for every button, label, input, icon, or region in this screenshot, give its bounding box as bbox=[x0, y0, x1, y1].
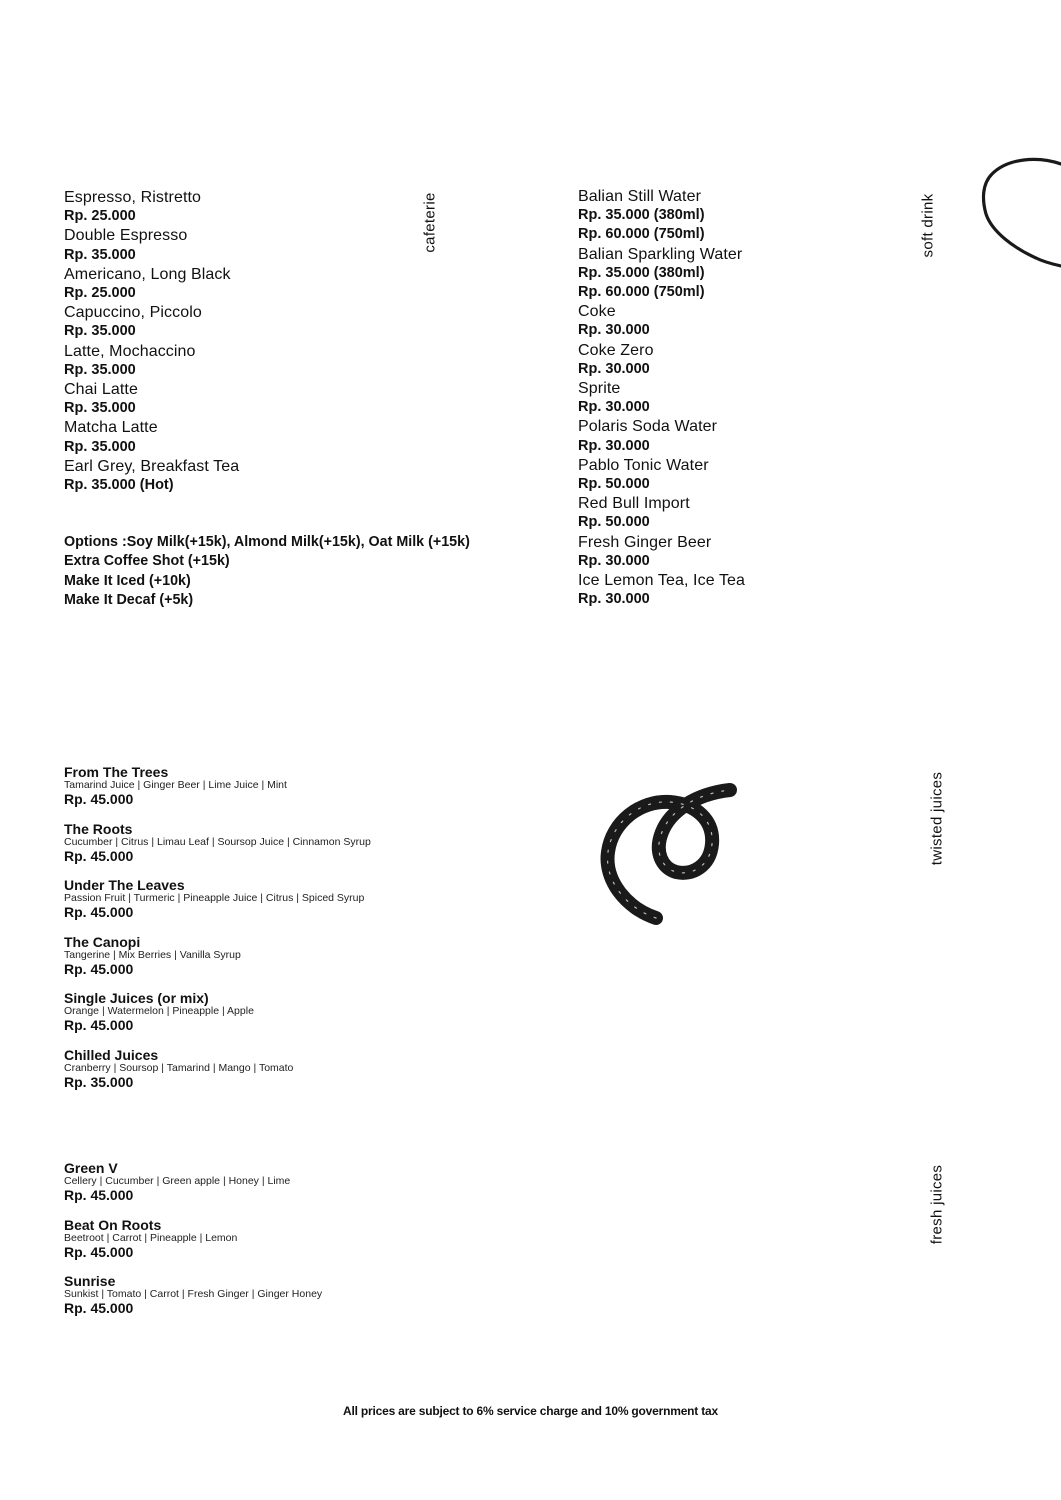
menu-item bbox=[64, 935, 484, 992]
section-title-soft-drink: soft drink bbox=[919, 193, 937, 258]
menu-item bbox=[64, 457, 484, 495]
item-price: Rp. 50.000 bbox=[578, 514, 650, 531]
item-name: From The Trees bbox=[64, 764, 169, 780]
item-ingredients: Passion Fruit | Turmeric | Pineapple Juice | Citrus | Spiced Syrup bbox=[64, 892, 365, 904]
item-name: Beat On Roots bbox=[64, 1216, 162, 1233]
item-price: Rp. 45.000 bbox=[64, 904, 134, 920]
menu-item bbox=[64, 303, 484, 341]
menu-item bbox=[64, 1274, 484, 1331]
item-price bbox=[578, 206, 898, 244]
cafeterie-options bbox=[64, 533, 484, 610]
option-line: Make It Iced (+10k) bbox=[64, 572, 191, 589]
item-name: The Canopi bbox=[64, 933, 141, 950]
item-ingredients: Beetroot | Carrot | Pineapple | Lemon bbox=[64, 1231, 238, 1244]
item-ingredients: Cucumber | Citrus | Limau Leaf | Soursop Juice | Cinnamon Syrup bbox=[64, 835, 371, 848]
item-ingredients: Cellery | Cucumber | Green apple | Honey | Lime bbox=[64, 1175, 291, 1187]
section-title-fresh-juices: fresh juices bbox=[928, 1164, 946, 1245]
item-price: Rp. 45.000 bbox=[64, 1187, 134, 1203]
item-name: Capuccino, Piccolo bbox=[64, 304, 202, 322]
menu-item bbox=[64, 1048, 484, 1105]
item-name: Americano, Long Black bbox=[64, 265, 231, 283]
item-price: Rp. 45.000 bbox=[64, 1300, 134, 1316]
item-ingredients: Tamarind Juice | Ginger Beer | Lime Juice | Mint bbox=[64, 779, 287, 791]
menu-item bbox=[64, 1218, 484, 1275]
item-ingredients: Tangerine | Mix Berries | Vanilla Syrup bbox=[64, 948, 241, 961]
fresh-juices-section bbox=[64, 1161, 484, 1331]
menu-item bbox=[64, 765, 484, 822]
item-price: Rp. 25.000 bbox=[64, 208, 136, 225]
menu-item bbox=[64, 418, 484, 456]
menu-item bbox=[64, 380, 484, 418]
menu-item bbox=[578, 571, 898, 609]
menu-item bbox=[578, 456, 898, 494]
item-name: Coke bbox=[578, 303, 616, 321]
item-name: Balian Still Water bbox=[578, 188, 702, 205]
item-name: Earl Grey, Breakfast Tea bbox=[64, 457, 240, 475]
soft-drink-section bbox=[578, 187, 898, 609]
item-name: Latte, Mochaccino bbox=[64, 342, 196, 360]
item-price: Rp. 30.000 bbox=[578, 552, 650, 569]
item-price: Rp. 30.000 bbox=[578, 437, 650, 454]
item-price: Rp. 35.000 bbox=[64, 246, 136, 263]
menu-item bbox=[64, 265, 484, 303]
loop-line-icon bbox=[978, 152, 1061, 276]
twisted-juices-section bbox=[64, 765, 484, 1104]
menu-item bbox=[64, 342, 484, 380]
item-name: Balian Sparkling Water bbox=[578, 245, 743, 263]
section-title-cafeterie: cafeterie bbox=[421, 192, 439, 253]
option-line: Options :Soy Milk(+15k), Almond Milk(+15k), Oat Milk (+15k) bbox=[64, 534, 470, 551]
item-name: Green V bbox=[64, 1160, 118, 1176]
item-name: Red Bull Import bbox=[578, 495, 690, 513]
menu-item bbox=[578, 379, 898, 417]
item-price: Rp. 30.000 bbox=[578, 322, 650, 339]
item-name: Coke Zero bbox=[578, 341, 654, 359]
menu-item bbox=[578, 302, 898, 340]
item-name: Polaris Soda Water bbox=[578, 418, 718, 436]
menu-item bbox=[64, 822, 484, 879]
item-price: Rp. 30.000 bbox=[578, 591, 650, 608]
menu-item bbox=[578, 494, 898, 532]
item-price: Rp. 35.000 bbox=[64, 361, 136, 378]
item-price: Rp. 50.000 bbox=[578, 476, 650, 493]
item-price: Rp. 45.000 bbox=[64, 847, 134, 864]
item-price: Rp. 45.000 bbox=[64, 1243, 134, 1260]
item-name: Fresh Ginger Beer bbox=[578, 533, 712, 551]
menu-item bbox=[578, 533, 898, 571]
menu-item bbox=[64, 1161, 484, 1218]
price-line: Rp. 60.000 (750ml) bbox=[578, 284, 705, 301]
item-name: Chilled Juices bbox=[64, 1046, 159, 1063]
item-price: Rp. 35.000 (Hot) bbox=[64, 477, 174, 494]
item-ingredients: Orange | Watermelon | Pineapple | Apple bbox=[64, 1005, 254, 1017]
price-line: Rp. 60.000 (750ml) bbox=[578, 226, 705, 243]
item-name: Sunrise bbox=[64, 1273, 116, 1289]
footer-note: All prices are subject to 6% service charge and 10% government tax bbox=[343, 1404, 718, 1418]
item-price: Rp. 30.000 bbox=[578, 360, 650, 377]
item-name: Double Espresso bbox=[64, 227, 188, 245]
item-price: Rp. 30.000 bbox=[578, 399, 650, 416]
item-price: Rp. 45.000 bbox=[64, 791, 134, 807]
item-price: Rp. 35.000 bbox=[64, 438, 136, 455]
item-name: Under The Leaves bbox=[64, 877, 185, 893]
item-price: Rp. 35.000 bbox=[64, 323, 136, 340]
item-price: Rp. 45.000 bbox=[64, 960, 134, 977]
menu-item bbox=[578, 417, 898, 455]
swirl-brush-icon bbox=[596, 780, 741, 930]
item-name: The Roots bbox=[64, 820, 133, 837]
option-line: Extra Coffee Shot (+15k) bbox=[64, 553, 230, 570]
item-name: Matcha Latte bbox=[64, 419, 158, 437]
item-price: Rp. 35.000 bbox=[64, 400, 136, 417]
item-name: Sprite bbox=[578, 380, 621, 398]
item-name: Espresso, Ristretto bbox=[64, 189, 202, 206]
item-name: Pablo Tonic Water bbox=[578, 456, 709, 474]
item-price: Rp. 45.000 bbox=[64, 1017, 134, 1033]
item-price bbox=[578, 264, 898, 302]
item-ingredients: Cranberry | Soursop | Tamarind | Mango | Tomato bbox=[64, 1061, 294, 1074]
menu-item bbox=[64, 991, 484, 1048]
menu-item bbox=[578, 341, 898, 379]
menu-item bbox=[64, 878, 484, 935]
price-line: Rp. 35.000 (380ml) bbox=[578, 264, 705, 281]
item-price: Rp. 35.000 bbox=[64, 1073, 134, 1090]
item-name: Single Juices (or mix) bbox=[64, 990, 209, 1006]
menu-item bbox=[578, 187, 898, 245]
option-line: Make It Decaf (+5k) bbox=[64, 591, 194, 608]
item-ingredients: Sunkist | Tomato | Carrot | Fresh Ginger | Ginger Honey bbox=[64, 1288, 323, 1300]
item-price: Rp. 25.000 bbox=[64, 285, 136, 302]
item-name: Ice Lemon Tea, Ice Tea bbox=[578, 572, 746, 590]
section-title-twisted-juices: twisted juices bbox=[928, 771, 946, 866]
menu-item bbox=[578, 245, 898, 303]
item-name: Chai Latte bbox=[64, 381, 138, 399]
price-line: Rp. 35.000 (380ml) bbox=[578, 207, 705, 224]
